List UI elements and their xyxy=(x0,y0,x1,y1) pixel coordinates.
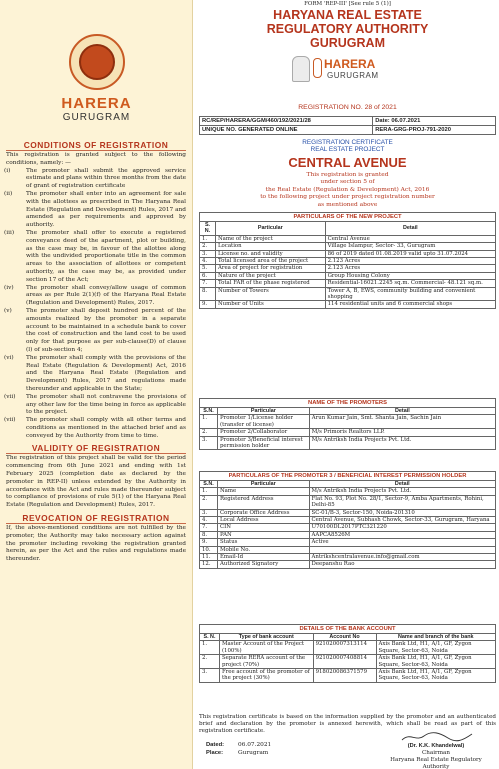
dated-value: 06.07.2021 xyxy=(238,742,272,748)
granted-line: as mentioned above xyxy=(317,201,378,208)
table-cell: 3. xyxy=(200,250,216,257)
registration-date: Date: 06.07.2021 xyxy=(373,117,496,126)
revocation-title: REVOCATION OF REGISTRATION xyxy=(6,513,186,524)
table-cell: Mobile No. xyxy=(217,546,309,553)
unique-no-label: UNIQUE NO. GENERATED ONLINE xyxy=(200,126,373,135)
table-cell: Promoter 1/License holder (transfer of license) xyxy=(217,415,309,429)
table-row xyxy=(200,546,496,553)
registration-meta-table xyxy=(199,116,496,135)
signer-title: Chairman xyxy=(422,750,450,756)
table-cell: Number of Units xyxy=(215,301,325,308)
table-row xyxy=(200,488,496,495)
conditions-title: CONDITIONS OF REGISTRATION xyxy=(6,140,186,151)
state-emblem-icon xyxy=(292,56,310,82)
table-cell: 2. xyxy=(200,495,218,509)
column-header: Particular xyxy=(217,408,309,415)
condition-item xyxy=(0,417,192,440)
bank-section xyxy=(199,624,496,683)
condition-item xyxy=(0,394,192,417)
condition-item xyxy=(0,230,192,285)
certificate-panel xyxy=(196,0,499,769)
signer-org: Haryana Real Estate Regulatory Authority xyxy=(390,757,482,769)
table-cell: Total FAR of the phase registered xyxy=(215,280,325,287)
authority-line-3: GURUGRAM xyxy=(310,36,385,50)
table-cell: 921020007408814 xyxy=(313,655,376,669)
condition-text: The promoter shall offer to execute a registered conveyance deed of the apartment, plot or building, as the case may be, in favour of the allottee along with the undivided proportionate title in the common areas to the association of allottees or competent authority, as the case may be, as provided under section 17 of the Act; xyxy=(26,229,186,283)
conditions-panel xyxy=(0,0,193,769)
authority-line-2: REGULATORY AUTHORITY xyxy=(266,22,429,36)
table-cell: 921020007313114 xyxy=(313,641,376,655)
signature-icon xyxy=(396,730,476,744)
condition-text: The promoter shall comply with the provisions of the Real Estate (Regulation & Development) Act, 2016 and the Haryana Real Estate (Regulation and Development) Rules, 2017 and regulations made thereunder and applicable in the State; xyxy=(26,354,186,392)
harera-seal-icon xyxy=(69,34,125,90)
table-row xyxy=(200,509,496,516)
table-row xyxy=(200,561,496,568)
table-cell: Axis Bank Ltd, H1, A/1, GF, Zygon Square, Sector-63, Noida xyxy=(376,655,495,669)
table-cell: 7. xyxy=(200,280,216,287)
table-cell: 9. xyxy=(200,301,216,308)
column-header: S. N. xyxy=(200,634,220,641)
table-cell xyxy=(309,546,495,553)
table-row xyxy=(200,265,496,272)
revocation-text: If, the above-mentioned conditions are not fulfilled by the promoter, the Authority may take necessary action against the promoter including revoking the registration granted herein, as per the Act and the rules and regulations made thereunder. xyxy=(6,525,186,563)
column-header: Particular xyxy=(217,481,309,488)
form-reference: FORM 'REP-III' [See rule 5 (1)] xyxy=(304,1,391,7)
dated-label: Dated: xyxy=(206,742,225,748)
table-cell: Village Islampur, Sector- 33, Gurugram xyxy=(325,243,495,250)
table-cell: Tower A, B, EWS, community building and convenient shopping xyxy=(325,287,495,301)
table-cell: U70100DL2017PTC321220 xyxy=(309,524,495,531)
granted-line: This registration is granted xyxy=(306,172,389,178)
validity-title: VALIDITY OF REGISTRATION xyxy=(6,443,186,454)
table-cell: Central Avenue xyxy=(325,235,495,242)
footer-note: This registration certificate is based on the information supplied by the promoter and an authenticated brief and declaration by the promoter is annexed herewith, which shall be read as part of this registration certificate. xyxy=(199,714,496,734)
promoters-table-title: NAME OF THE PROMOTERS xyxy=(199,398,496,407)
promoter3-table-title: PARTICULARS OF THE PROMOTER 3 / BENEFICIAL INTEREST PERMISSION HOLDER xyxy=(199,471,496,480)
table-cell: Status xyxy=(217,539,309,546)
granted-line: under section 5 of xyxy=(320,179,375,186)
column-header: S.N. xyxy=(200,481,218,488)
table-cell: Name xyxy=(217,488,309,495)
table-header-row xyxy=(200,408,496,415)
table-cell: Free account of the promoter of the project (30%) xyxy=(219,669,313,683)
table-cell: AAPCA8526M xyxy=(309,531,495,538)
table-cell: 2. xyxy=(200,655,220,669)
table-cell: Email-Id xyxy=(217,554,309,561)
table-header-row xyxy=(200,634,496,641)
table-cell: Active xyxy=(309,539,495,546)
table-row xyxy=(200,524,496,531)
signer-name: (Dr. K.K. Khandelwal) xyxy=(407,743,465,749)
project-table-title: PARTICULARS OF THE NEW PROJECT xyxy=(199,212,496,221)
table-cell: License no. and validity xyxy=(215,250,325,257)
table-cell: Antrikshcentralavenue.info@gmail.com xyxy=(309,554,495,561)
condition-number: (ii) xyxy=(4,190,13,197)
logo-text: HARERA xyxy=(61,95,132,112)
table-cell: Name of the project xyxy=(215,235,325,242)
table-row xyxy=(200,272,496,279)
condition-text: The promoter shall convey/allow usage of common areas as per Rule 2(1)(f) of the Haryana Real Estate (Regulation and Development) Rules, 2017. xyxy=(26,284,186,307)
table-cell: 5. xyxy=(200,265,216,272)
table-cell: Authorized Signatory xyxy=(217,561,309,568)
table-cell: 10. xyxy=(200,546,218,553)
table-row xyxy=(200,495,496,509)
bank-table xyxy=(199,633,496,683)
condition-number: (iv) xyxy=(4,284,14,291)
table-cell: Flat No. 93, Plot No. 28/1, Sector-9, Amba Apartments, Rohini, Delhi-85 xyxy=(309,495,495,509)
table-cell: 7. xyxy=(200,524,218,531)
table-cell: 1. xyxy=(200,415,218,429)
table-row xyxy=(200,415,496,429)
conditions-intro: This registration is granted subject to the following conditions, namely: — xyxy=(6,152,186,166)
promoters-table xyxy=(199,407,496,450)
table-row xyxy=(200,250,496,257)
table-row xyxy=(200,641,496,655)
condition-number: (vi) xyxy=(4,354,14,361)
condition-number: (vii) xyxy=(4,417,16,424)
table-cell: Registered Address xyxy=(217,495,309,509)
table-row xyxy=(200,243,496,250)
condition-item xyxy=(0,308,192,355)
table-cell: Nature of the project xyxy=(215,272,325,279)
table-cell: 1. xyxy=(200,641,220,655)
place-label: Place: xyxy=(206,750,224,756)
granted-line: to the following project under project registration number xyxy=(260,194,435,201)
promoters-section xyxy=(199,398,496,450)
table-cell: 2.123 Acres xyxy=(325,265,495,272)
table-cell: Total licensed area of the project xyxy=(215,258,325,265)
table-cell: Separate RERA account of the project (70%) xyxy=(219,655,313,669)
condition-number: (vii) xyxy=(4,393,16,400)
column-header: Detail xyxy=(309,481,495,488)
table-cell: Deepanshu Rao xyxy=(309,561,495,568)
table-cell: 3. xyxy=(200,509,218,516)
promoter3-table xyxy=(199,480,496,569)
table-cell: Area of project for registration xyxy=(215,265,325,272)
project-name: CENTRAL AVENUE xyxy=(288,155,407,170)
table-row xyxy=(200,235,496,242)
table-cell: Local Address xyxy=(217,517,309,524)
table-cell: M/s Antriksh India Projects Pvt. Ltd. xyxy=(309,488,495,495)
condition-item xyxy=(0,191,192,230)
column-header: Account No xyxy=(313,634,376,641)
table-row xyxy=(200,301,496,308)
promoter3-section xyxy=(199,471,496,569)
project-particulars xyxy=(199,212,496,309)
table-cell: 9. xyxy=(200,539,218,546)
table-cell: 11. xyxy=(200,554,218,561)
table-cell: M/s Antriksh India Projects Pvt. Ltd. xyxy=(309,436,495,450)
table-cell: 2.123 Acres xyxy=(325,258,495,265)
table-cell: 4. xyxy=(200,517,218,524)
column-header: S. N. xyxy=(200,222,216,236)
table-row xyxy=(200,531,496,538)
rera-number: RERA-GRG-PROJ-791-2020 xyxy=(373,126,496,135)
dated-place xyxy=(206,741,271,757)
table-cell: 2. xyxy=(200,429,218,436)
project-table xyxy=(199,221,496,309)
table-cell: 6. xyxy=(200,272,216,279)
condition-number: (iii) xyxy=(4,229,15,236)
table-cell: 2. xyxy=(200,243,216,250)
table-cell: 12. xyxy=(200,561,218,568)
column-header: Detail xyxy=(309,408,495,415)
table-cell: Promoter 3/Beneficial interest permission holder xyxy=(217,436,309,450)
table-row xyxy=(200,554,496,561)
table-row xyxy=(200,258,496,265)
table-cell: Group Housing Colony xyxy=(325,272,495,279)
table-cell: PAN xyxy=(217,531,309,538)
table-cell: CIN xyxy=(217,524,309,531)
header-logo-subtext: GURUGRAM xyxy=(327,71,379,80)
table-cell: M/s Primoris Realtors LLP. xyxy=(309,429,495,436)
column-header: Detail xyxy=(325,222,495,236)
table-cell: Location xyxy=(215,243,325,250)
table-cell: Central Avenue, Subhash Chowk, Sector-33, Gurugram, Haryana xyxy=(309,517,495,524)
header-logo-text: HARERA xyxy=(324,57,376,71)
logo-subtext: GURUGRAM xyxy=(62,112,131,123)
validity-text: The registration of this project shall be valid for the period commencing from 6th June 2021 and ending with 1st February 2025 (completion date as declared by the promoter in REP-II) unless extended by the Authority in accordance with the Act and rules made thereunder subject to compliance of provisions of rule 5(1) of the Haryana Real Estate (Regulation and Development) Rules, 2017. xyxy=(6,455,186,509)
signatory xyxy=(376,743,496,769)
table-header-row xyxy=(200,222,496,236)
authority-name xyxy=(196,8,499,50)
table-cell: 8. xyxy=(200,287,216,301)
authority-line-1: HARYANA REAL ESTATE xyxy=(273,8,422,22)
column-header: S.N. xyxy=(200,408,218,415)
harera-logo xyxy=(0,0,192,140)
table-cell: 3. xyxy=(200,669,220,683)
column-header: Particular xyxy=(215,222,325,236)
table-row xyxy=(200,655,496,669)
place-value: Gurugram xyxy=(238,750,269,756)
table-cell: Corporate Office Address xyxy=(217,509,309,516)
table-cell: Arun Kumar Jain, Smt. Shanta Jain, Sachin Jain xyxy=(309,415,495,429)
conditions-list xyxy=(0,168,192,441)
table-cell: 1. xyxy=(200,488,218,495)
table-cell: SC-01/B-3, Sector-150, Noida-201310 xyxy=(309,509,495,516)
registration-ref: RC/REP/HARERA/GGM/460/192/2021/28 xyxy=(200,117,373,126)
table-row xyxy=(200,517,496,524)
condition-text: The promoter shall comply with all other terms and conditions as mentioned in the attached brief and as conveyed by the Authority from time to time. xyxy=(26,417,186,439)
bank-table-title: DETAILS OF THE BANK ACCOUNT xyxy=(199,624,496,633)
table-row xyxy=(200,539,496,546)
certificate-title: REGISTRATION CERTIFICATE xyxy=(302,139,393,146)
table-cell: Residential-16021.2245 sq.m. Commercial- 48.121 sq.m. xyxy=(325,280,495,287)
table-cell: 4. xyxy=(200,258,216,265)
table-cell: 114 residential units and 6 commercial shops xyxy=(325,301,495,308)
granted-line: the Real Estate (Regulation & Development) Act, 2016 xyxy=(265,186,430,193)
column-header: Name and branch of the bank xyxy=(376,634,495,641)
condition-number: (i) xyxy=(4,167,11,174)
condition-number: (v) xyxy=(4,307,12,314)
table-cell: Number of Towers xyxy=(215,287,325,301)
harera-mark-icon xyxy=(313,58,322,78)
table-cell: 8. xyxy=(200,531,218,538)
condition-item xyxy=(0,168,192,191)
table-cell: 3. xyxy=(200,436,218,450)
table-cell: 86 of 2019 dated 01.08.2019 valid upto 31.07.2024 xyxy=(325,250,495,257)
table-cell: 918020086371579 xyxy=(313,669,376,683)
granted-statement xyxy=(196,172,499,209)
registration-number: REGISTRATION NO. 28 of 2021 xyxy=(298,104,397,111)
table-row xyxy=(200,280,496,287)
table-cell: Axis Bank Ltd, H1, A/1, GF, Zygon Square, Sector-63, Noida xyxy=(376,641,495,655)
table-row xyxy=(200,429,496,436)
table-row xyxy=(200,669,496,683)
table-cell: Master Account of the Project (100%) xyxy=(219,641,313,655)
table-cell: 1. xyxy=(200,235,216,242)
table-row xyxy=(200,436,496,450)
column-header: Type of bank account xyxy=(219,634,313,641)
certificate-subtitle: REAL ESTATE PROJECT xyxy=(310,146,385,154)
certificate-heading xyxy=(196,139,499,154)
table-cell: Axis Bank Ltd, H1, A/1, GF, Zygon Square, Sector-63, Noida xyxy=(376,669,495,683)
table-cell: Promoter 2/Collaborator xyxy=(217,429,309,436)
condition-item xyxy=(0,355,192,394)
table-header-row xyxy=(200,481,496,488)
table-row xyxy=(200,287,496,301)
condition-text: The promoter shall not contravene the provisions of any other law for the time being in force as applicable to the project. xyxy=(26,393,186,416)
condition-text: The promoter shall deposit hundred percent of the amounts realized by the promoter in a separate account to be maintained in a schedule bank to cover the cost of construction and the land cost to be used only for that purpose as per sub-clause(D) of clause (l) of sub-section 4; xyxy=(26,307,186,353)
condition-text: The promoter shall enter into an agreement for sale with the allottees as prescribed in The Haryana Real Estate (Regulation and Development) Rules, 2017 and amended as per requirements and approved by authority. xyxy=(26,190,186,229)
condition-item xyxy=(0,285,192,308)
condition-text: The promoter shall submit the approved service estimate and plans within three months from the date of grant of registration certificate xyxy=(26,167,186,190)
